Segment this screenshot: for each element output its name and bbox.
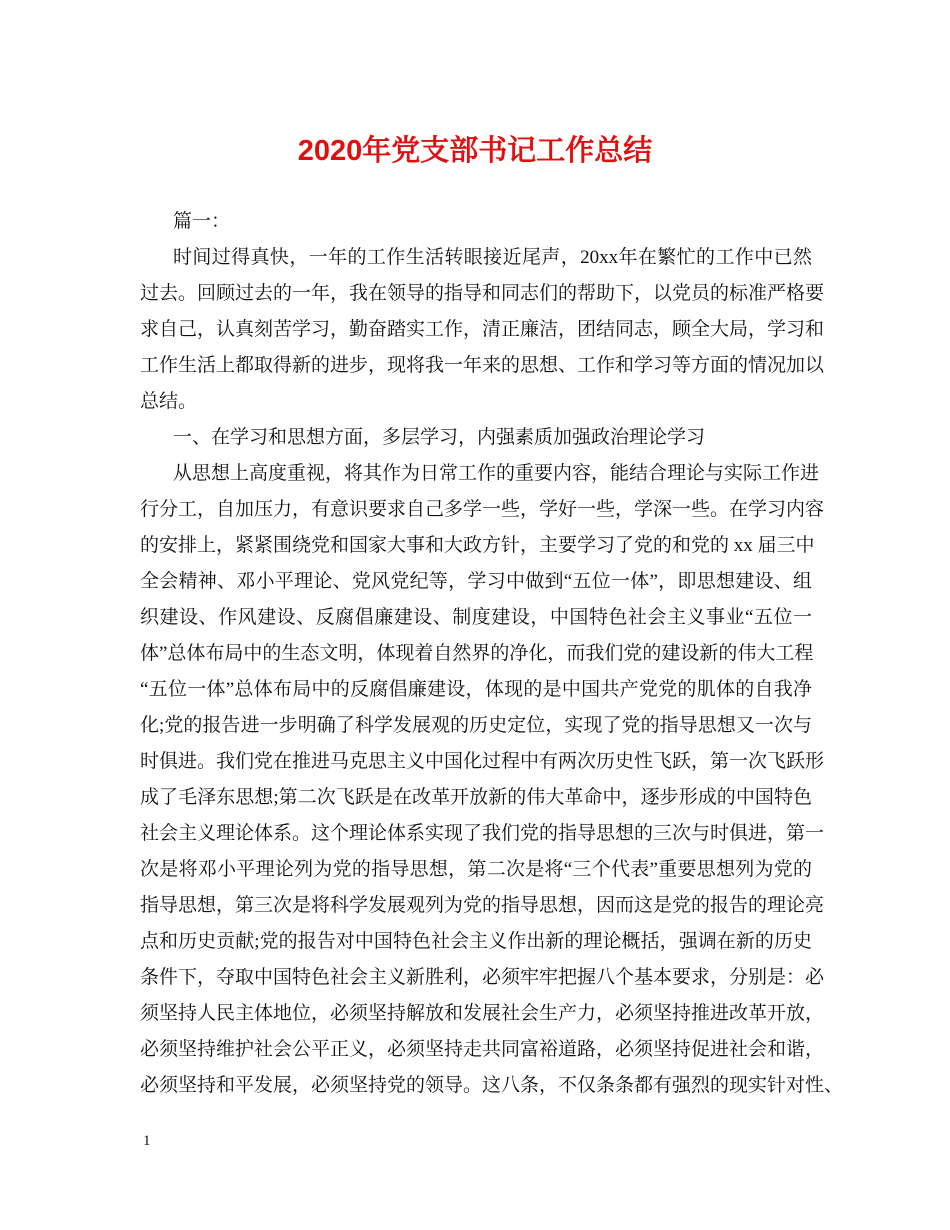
- paragraph-1: [140, 240, 825, 420]
- text-line: 总结。: [140, 391, 198, 412]
- paragraph-2: [140, 456, 844, 1104]
- text-line: 体”总体布局中的生态文明，体现着自然界的净化，而我们党的建设新的伟大工程: [140, 643, 814, 664]
- heading-1: 一、在学习和思想方面，多层学习，内强素质加强政治理论学习: [173, 427, 706, 448]
- document-body: [140, 204, 844, 1104]
- text-line: 过去。回顾过去的一年，我在领导的指导和同志们的帮助下，以党员的标准严格要: [140, 283, 825, 304]
- text-line: 次是将邓小平理论列为党的指导思想，第二次是将“三个代表”重要思想列为党的: [140, 859, 812, 880]
- text-line: 必须坚持和平发展，必须坚持党的领导。这八条，不仅条条都有强烈的现实针对性、: [140, 1075, 844, 1096]
- page-number: 1: [143, 1133, 151, 1149]
- text-line: 条件下，夺取中国特色社会主义新胜利，必须牢牢把握八个基本要求，分别是：必: [140, 967, 825, 988]
- text-line: 时间过得真快，一年的工作生活转眼接近尾声，20xx年在繁忙的工作中已然: [173, 247, 812, 268]
- text-line: 必须坚持维护社会公平正义，必须坚持走共同富裕道路，必须坚持促进社会和谐，: [140, 1039, 825, 1060]
- text-line: 全会精神、邓小平理论、党风党纪等，学习中做到“五位一体”，即思想建设、组: [140, 571, 812, 592]
- text-line: 行分工，自加压力，有意识要求自己多学一些，学好一些，学深一些。在学习内容: [140, 499, 825, 520]
- section-label: 篇一：: [173, 211, 231, 232]
- text-line: 指导思想，第三次是将科学发展观列为党的指导思想，因而这是党的报告的理论亮: [140, 895, 825, 916]
- text-line: 工作生活上都取得新的进步，现将我一年来的思想、工作和学习等方面的情况加以: [140, 355, 825, 376]
- text-line: 时俱进。我们党在推进马克思主义中国化过程中有两次历史性飞跃，第一次飞跃形: [140, 751, 825, 772]
- text-line: 织建设、作风建设、反腐倡廉建设、制度建设，中国特色社会主义事业“五位一: [140, 607, 812, 628]
- text-line: 社会主义理论体系。这个理论体系实现了我们党的指导思想的三次与时俱进，第一: [140, 823, 825, 844]
- text-line: 须坚持人民主体地位，必须坚持解放和发展社会生产力，必须坚持推进改革开放，: [140, 1003, 825, 1024]
- text-line: 成了毛泽东思想;第二次飞跃是在改革开放新的伟大革命中，逐步形成的中国特色: [140, 787, 812, 808]
- text-line: 的安排上，紧紧围绕党和国家大事和大政方针，主要学习了党的和党的 xx 届三中: [140, 535, 815, 556]
- text-line: “五位一体”总体布局中的反腐倡廉建设，体现的是中国共产党党的肌体的自我净: [140, 679, 812, 700]
- text-line: 点和历史贡献;党的报告对中国特色社会主义作出新的理论概括，强调在新的历史: [140, 931, 812, 952]
- text-line: 求自己，认真刻苦学习，勤奋踏实工作，清正廉洁，团结同志，顾全大局，学习和: [140, 319, 825, 340]
- text-line: 从思想上高度重视，将其作为日常工作的重要内容，能结合理论与实际工作进: [173, 463, 820, 484]
- document-title: 2020年党支部书记工作总结: [297, 135, 653, 167]
- text-line: 化;党的报告进一步明确了科学发展观的历史定位，实现了党的指导思想又一次与: [140, 715, 812, 736]
